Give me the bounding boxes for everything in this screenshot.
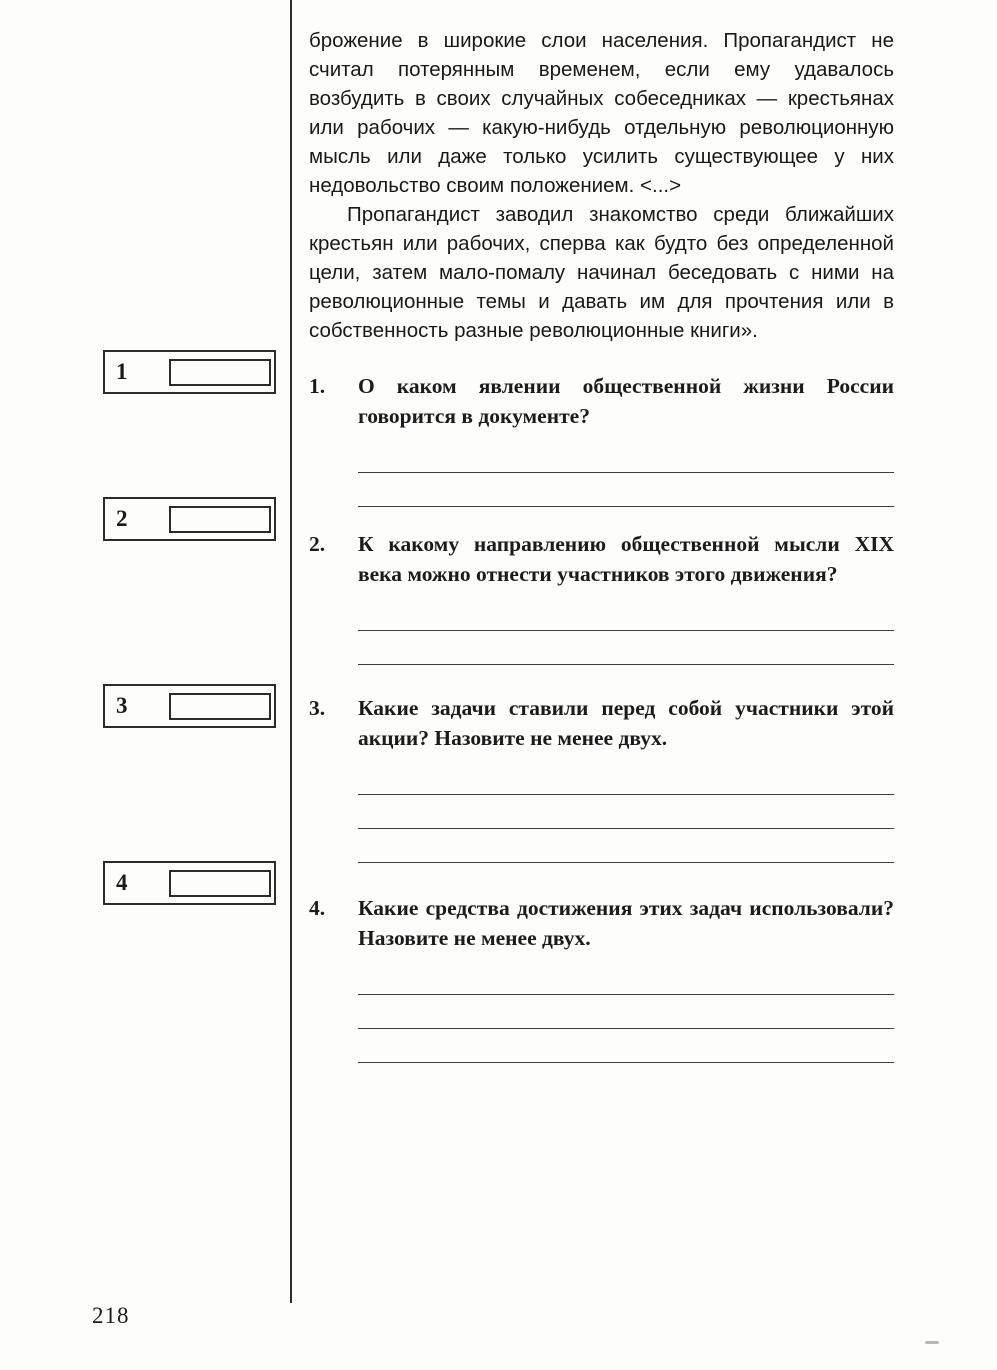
answer-line: [358, 829, 894, 863]
question-number: 3.: [309, 696, 326, 720]
score-box-3: [103, 684, 276, 728]
score-entry-field: [169, 693, 271, 720]
question-text: О каком явлении общественной жизни России говорится в документе?: [358, 374, 894, 428]
score-box-1: [103, 350, 276, 394]
answer-lines-group: [358, 961, 894, 1063]
scan-artifact: [925, 1341, 939, 1344]
score-box-number: 3: [116, 693, 128, 718]
question-text: Какие средства достижения этих задач использовали? Назовите не менее двух.: [358, 896, 894, 950]
page-number: 218: [92, 1303, 130, 1328]
question-number: 4.: [309, 896, 326, 920]
answer-line: [358, 761, 894, 795]
score-box-number: 1: [116, 359, 128, 384]
answer-line: [358, 597, 894, 631]
question-text: К какому направлению общественной мысли XIX века можно отнести участников этого движения?: [358, 532, 894, 586]
score-box-4: [103, 861, 276, 905]
question-number: 2.: [309, 532, 326, 556]
answer-line: [358, 439, 894, 473]
score-box-2: [103, 497, 276, 541]
answer-lines-group: [358, 439, 894, 507]
question-block-3: [309, 693, 894, 863]
answer-line: [358, 961, 894, 995]
answer-lines-group: [358, 761, 894, 863]
score-entry-field: [169, 506, 271, 533]
score-box-number: 2: [116, 506, 128, 531]
answer-lines-group: [358, 597, 894, 665]
answer-line: [358, 995, 894, 1029]
source-quote-paragraph: брожение в широкие слои населения. Пропагандист не считал потерянным временем, если ему удавалось возбудить в своих случайных собеседниках — крестьянах или рабочих — какую-нибудь отдельную революционную мысль или даже только усилить существующее у них недовольство своим положением. <...>: [309, 29, 894, 197]
question-text: Какие задачи ставили перед собой участники этой акции? Назовите не менее двух.: [358, 696, 894, 750]
question-number: 1.: [309, 374, 326, 398]
score-box-number: 4: [116, 870, 128, 895]
score-entry-field: [169, 359, 271, 386]
question-block-4: [309, 893, 894, 1063]
answer-line: [358, 631, 894, 665]
answer-line: [358, 795, 894, 829]
main-text-column: [309, 26, 894, 1063]
column-divider-rule: [290, 0, 292, 1303]
question-block-1: [309, 371, 894, 507]
answer-line: [358, 473, 894, 507]
question-block-2: [309, 529, 894, 665]
answer-line: [358, 1029, 894, 1063]
score-entry-field: [169, 870, 271, 897]
source-quote-paragraph: Пропагандист заводил знакомство среди ближайших крестьян или рабочих, сперва как будто без определенной цели, затем мало-помалу начинал беседовать с ними на революционные темы и давать им для прочтения или в собственность разные революционные книги».: [309, 203, 894, 342]
